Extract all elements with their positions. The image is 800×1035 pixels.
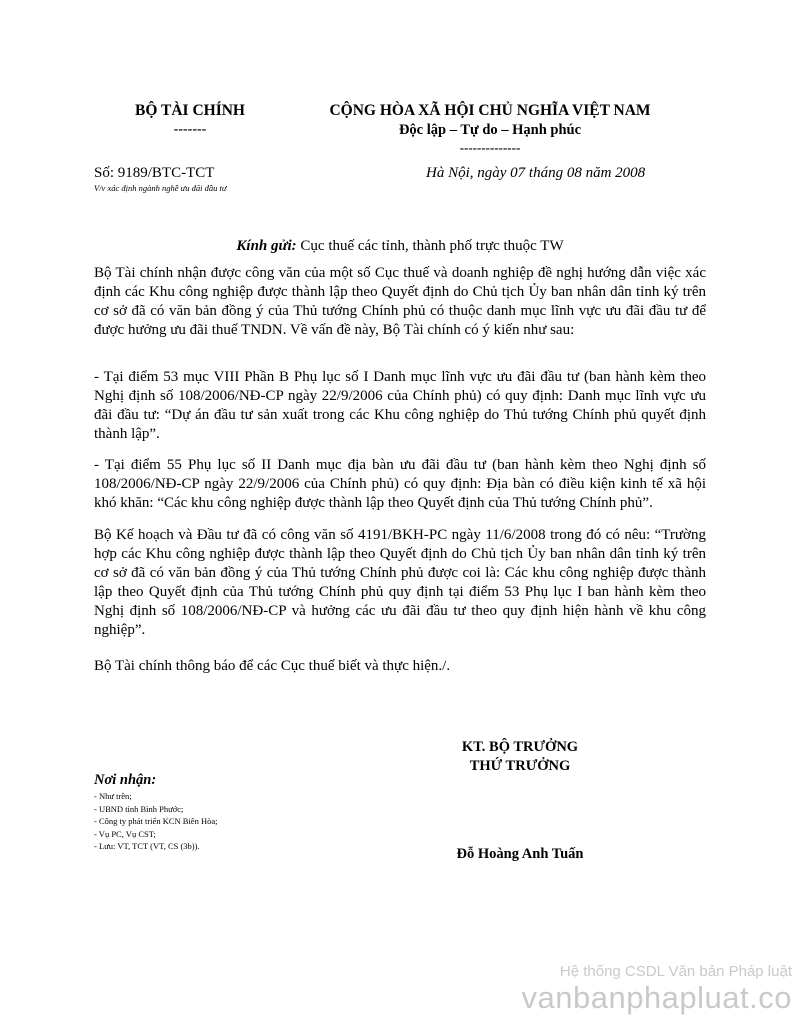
signature-block bbox=[420, 738, 620, 776]
place-date: Hà Nội, ngày 07 tháng 08 năm 2008 bbox=[426, 165, 646, 181]
signature-title-2: THỨ TRƯỞNG bbox=[469, 758, 571, 774]
signature-title-1: KT. BỘ TRƯỞNG bbox=[461, 739, 579, 755]
motto-separator: -------------- bbox=[459, 140, 521, 155]
watermark-caption: Hệ thống CSDL Văn bản Pháp luật bbox=[559, 963, 792, 980]
body-paragraph-1: Bộ Tài chính nhận được công văn của một số Cục thuế và doanh nghiệp đề nghị hướng dẫn việc xác định các Khu công nghiệp được thành lập theo Quyết định do Chủ tịch Ủy ban nhân dân tỉnh ký trên cơ sở đã có văn bản đồng ý của Thủ tướng Chính phủ có thuộc danh mục lĩnh vực ưu đãi đầu tư để được hưởng ưu đãi thuế TNDN. Về vấn đề này, Bộ Tài chính có ý kiến như sau: bbox=[94, 265, 706, 338]
recipient-value: Cục thuế các tỉnh, thành phố trực thuộc TW bbox=[296, 238, 564, 254]
agency-separator: ------- bbox=[173, 122, 207, 137]
national-motto: Độc lập – Tự do – Hạnh phúc bbox=[398, 122, 582, 138]
agency-name: BỘ TÀI CHÍNH bbox=[135, 102, 245, 119]
recipient-label: Kính gửi: bbox=[236, 238, 297, 254]
signer-name: Đỗ Hoàng Anh Tuấn bbox=[456, 846, 584, 862]
body-paragraph-3: - Tại điểm 55 Phụ lục số II Danh mục địa bàn ưu đãi đầu tư (ban hành kèm theo Nghị định số 108/2006/NĐ-CP ngày 22/9/2006 của Chính phủ) có quy định: Địa bàn có điều kiện kinh tế xã hội khó khăn: “Các khu công nghiệp được thành lập theo Quyết định của Thủ tướng Chính phủ”. bbox=[94, 457, 706, 511]
document-number: Số: 9189/BTC-TCT bbox=[94, 165, 215, 181]
watermark-site: vanbanphapluat.co bbox=[521, 980, 792, 1015]
national-title: CỘNG HÒA XÃ HỘI CHỦ NGHĨA VIỆT NAM bbox=[329, 102, 651, 119]
recipient-line bbox=[94, 238, 706, 255]
recipients-item: - Lưu: VT, TCT (VT, CS (3b)). bbox=[94, 841, 200, 851]
recipients-item: - Vụ PC, Vụ CST; bbox=[94, 828, 156, 839]
recipients-item: - Như trên; bbox=[94, 791, 132, 801]
recipients-list bbox=[94, 790, 217, 853]
recipients-item: - UBND tỉnh Bình Phước; bbox=[94, 803, 184, 814]
recipients-title: Nơi nhận: bbox=[94, 772, 157, 788]
document-subject: V/v xác định ngành nghề ưu đãi đầu tư bbox=[94, 183, 227, 193]
body-paragraph-5: Bộ Tài chính thông báo để các Cục thuế biết và thực hiện./. bbox=[94, 658, 451, 674]
recipients-item: - Công ty phát triển KCN Biên Hòa; bbox=[94, 816, 218, 826]
body-paragraph-4: Bộ Kế hoạch và Đầu tư đã có công văn số 4191/BKH-PC ngày 11/6/2008 trong đó có nêu: “Trường hợp các Khu công nghiệp được thành lập theo Quyết định do Chủ tịch Ủy ban nhân dân tỉnh ký trên cơ sở đã có văn bản đồng ý của Thủ tướng Chính phủ được coi là: Các khu công nghiệp được thành lập theo Quyết định của Thủ tướng Chính phủ quy định tại điểm 53 Phụ lục I ban hành kèm theo Nghị định số 108/2006/NĐ-CP và hưởng các ưu đãi đầu tư theo quy định hiện hành về khu công nghiệp”. bbox=[94, 527, 706, 638]
body-paragraph-2: - Tại điểm 53 mục VIII Phần B Phụ lục số I Danh mục lĩnh vực ưu đãi đầu tư (ban hành kèm theo Nghị định số 108/2006/NĐ-CP ngày 22/9/2006 của Chính phủ) có quy định: Danh mục lĩnh vực ưu đãi đầu tư: “Dự án đầu tư sản xuất trong các Khu công nghiệp do Thủ tướng Chính phủ quyết định thành lập”. bbox=[94, 369, 706, 442]
